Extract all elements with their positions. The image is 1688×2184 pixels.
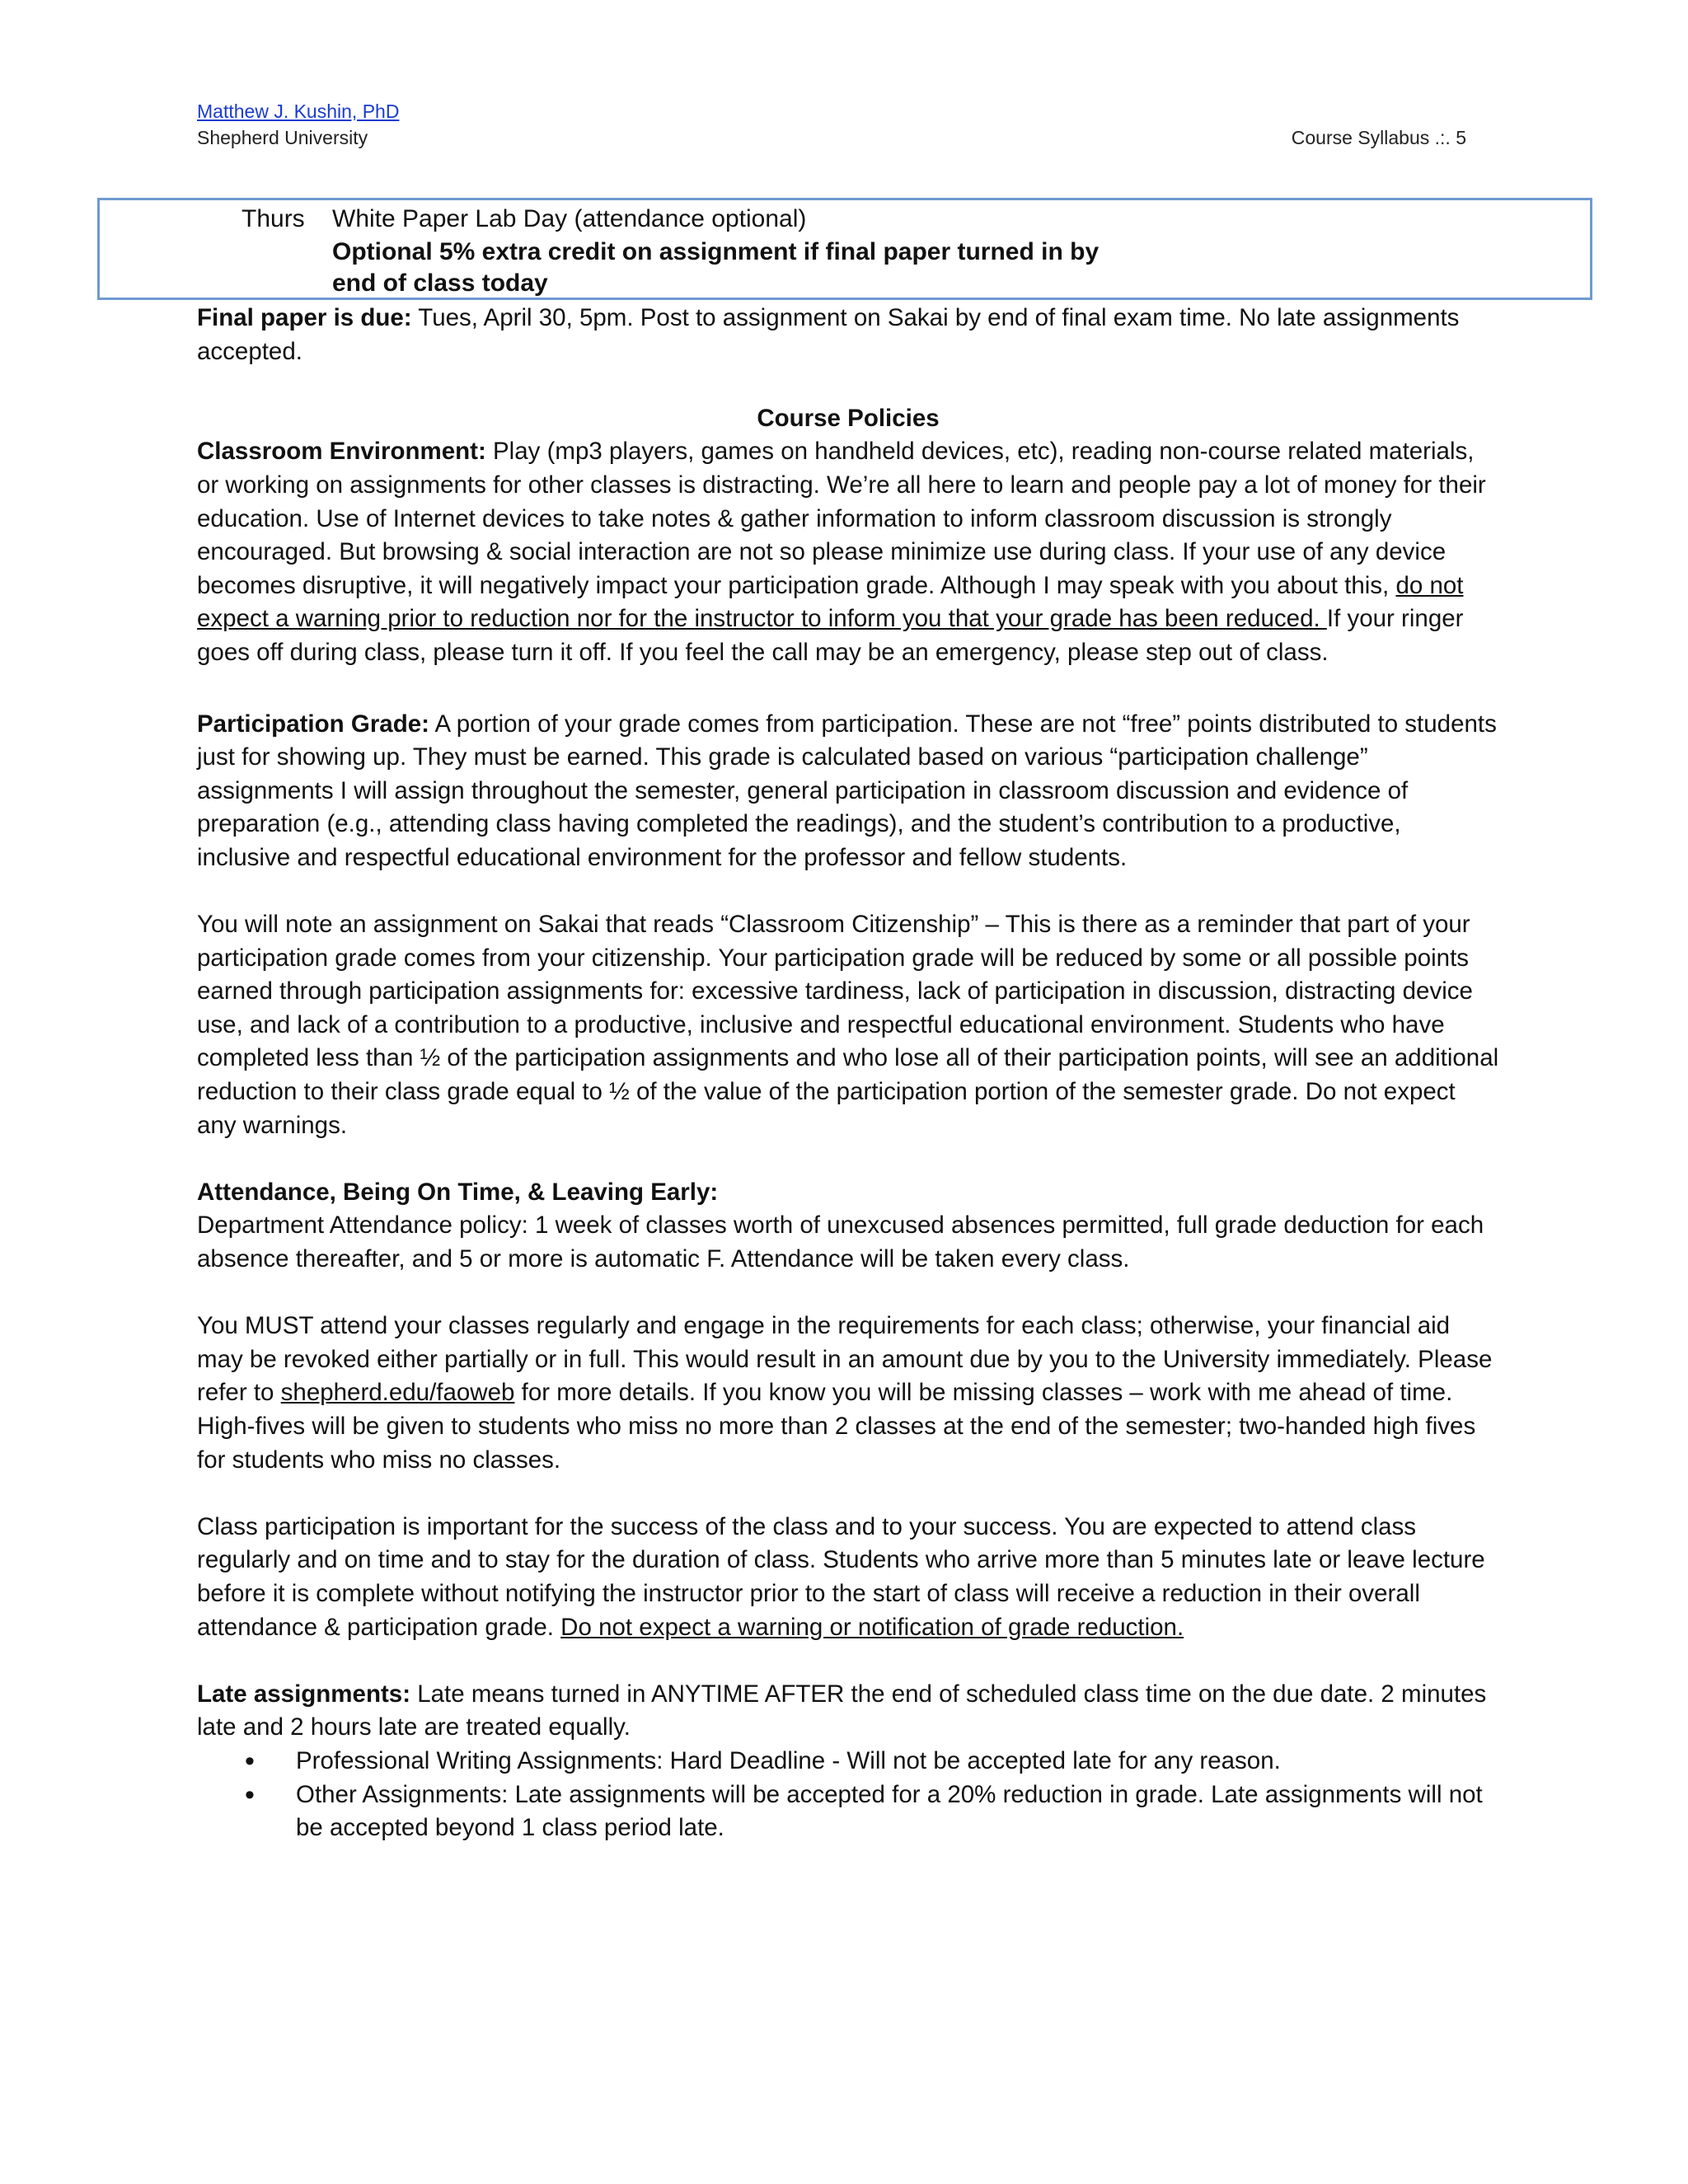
late-text: Late means turned in ANYTIME AFTER the end of scheduled class time on the due date. 2 minutes late and 2 hours late are treated equally. <box>197 1680 1487 1741</box>
classroom-label: Classroom Environment: <box>197 438 486 466</box>
classroom-text-1: Play (mp3 players, games on handheld devices, etc), reading non-course related materials, or working on assignments for other classes is distracting. We’re all here to learn and people pay a lot of money for their education. Use of Internet devices to take notes & gather information to inform classroom discussion is strongly encouraged. But browsing & social interaction are not so please minimize use during class. If your use of any device becomes disruptive, it will negatively impact your participation grade. Although I may speak with you about this, <box>197 438 1486 599</box>
university-name: Shepherd University <box>197 127 368 148</box>
class-participation-paragraph <box>197 1511 1499 1644</box>
attendance-must-paragraph <box>197 1310 1499 1477</box>
policies-title: Course Policies <box>757 404 940 432</box>
page-label: Course Syllabus .:. 5 <box>1291 127 1466 148</box>
author-link[interactable]: Matthew J. Kushin, PhD <box>197 101 400 122</box>
late-paragraph <box>197 1678 1499 1745</box>
final-paper-label: Final paper is due: <box>197 304 412 331</box>
participation-paragraph <box>197 708 1499 875</box>
body-text <box>197 302 1499 1845</box>
final-paper-paragraph <box>197 302 1499 368</box>
late-bullet-list <box>197 1745 1499 1845</box>
class-participation-underline: Do not expect a warning or notification of grade reduction. <box>560 1613 1184 1641</box>
attendance-must-text-2: for more details. If you know you will be missing classes – work with me ahead of time. High-fives will be given to students who miss no more than 2 classes at the end of the semester; two-handed high fives for students who miss no classes. <box>197 1379 1476 1474</box>
box-line-2: Optional 5% extra credit on assignment if final paper turned in by <box>332 238 1100 265</box>
participation-label: Participation Grade: <box>197 710 429 738</box>
class-participation-text: Class participation is important for the success of the class and to your success. You are expected to attend class regularly and on time and to stay for the duration of class. Students who arrive more than 5 minutes late or leave lecture before it is complete without notifying the instructor prior to the start of class will receive a reduction in their overall attendance & participation grade. <box>197 1512 1485 1641</box>
box-day: Thurs <box>241 205 305 232</box>
participation-text: A portion of your grade comes from participation. These are not “free” points distributed to students just for showing up. They must be earned. This grade is calculated based on various “participation challenge” assignments I will assign throughout the semester, general participation in classroom discussion and evidence of preparation (e.g., attending class having completed the readings), and the student’s contribution to a productive, inclusive and respectful educational environment for the professor and fellow students. <box>197 710 1497 871</box>
citizenship-paragraph: You will note an assignment on Sakai that reads “Classroom Citizenship” – This is there as a reminder that part of your participation grade comes from your citizenship. Your participation grade will be reduced by some or all possible points earned through participation assignments for: excessive tardiness, lack of participation in discussion, distracting device use, and lack of a contribution to a productive, inclusive and respectful educational environment. Students who have completed less than ½ of the participation assignments and who lose all of their participation points, will see an additional reduction to their class grade equal to ½ of the value of the participation portion of the semester grade. Do not expect any warnings. <box>197 911 1499 1139</box>
classroom-underline: do not expect a warning prior to reduction nor for the instructor to inform you that your grade has been reduced. <box>197 571 1464 633</box>
attendance-heading: Attendance, Being On Time, & Leaving Early: <box>197 1178 719 1206</box>
box-line-1: White Paper Lab Day (attendance optional) <box>332 205 807 232</box>
faoweb-link[interactable]: shepherd.edu/faoweb <box>280 1379 515 1407</box>
attendance-must-text-1: You MUST attend your classes regularly and engage in the requirements for each class; otherwise, your financial aid may be revoked either partially or in full. This would result in an amount due by you to the University immediately. Please refer to <box>197 1312 1493 1407</box>
late-label: Late assignments: <box>197 1680 411 1708</box>
box-line-3: end of class today <box>332 269 548 297</box>
classroom-paragraph <box>197 435 1499 669</box>
late-bullet-item: • Other Assignments: Late assignments will be accepted for a 20% reduction in grade. Late assignments will not be accepted beyond 1 class period late. <box>296 1779 1499 1845</box>
lab-day-box <box>97 198 1592 300</box>
attendance-policy: Department Attendance policy: 1 week of classes worth of unexcused absences permitted, full grade deduction for each absence thereafter, and 5 or more is automatic F. Attendance will be taken every class. <box>197 1212 1484 1273</box>
classroom-text-2: If your ringer goes off during class, please turn it off. If you feel the call may be an emergency, please step out of class. <box>197 605 1464 666</box>
late-bullet-item: • Professional Writing Assignments: Hard Deadline - Will not be accepted late for any reason. <box>296 1745 1499 1779</box>
final-paper-text: Tues, April 30, 5pm. Post to assignment on Sakai by end of final exam time. No late assignments accepted. <box>197 304 1460 365</box>
